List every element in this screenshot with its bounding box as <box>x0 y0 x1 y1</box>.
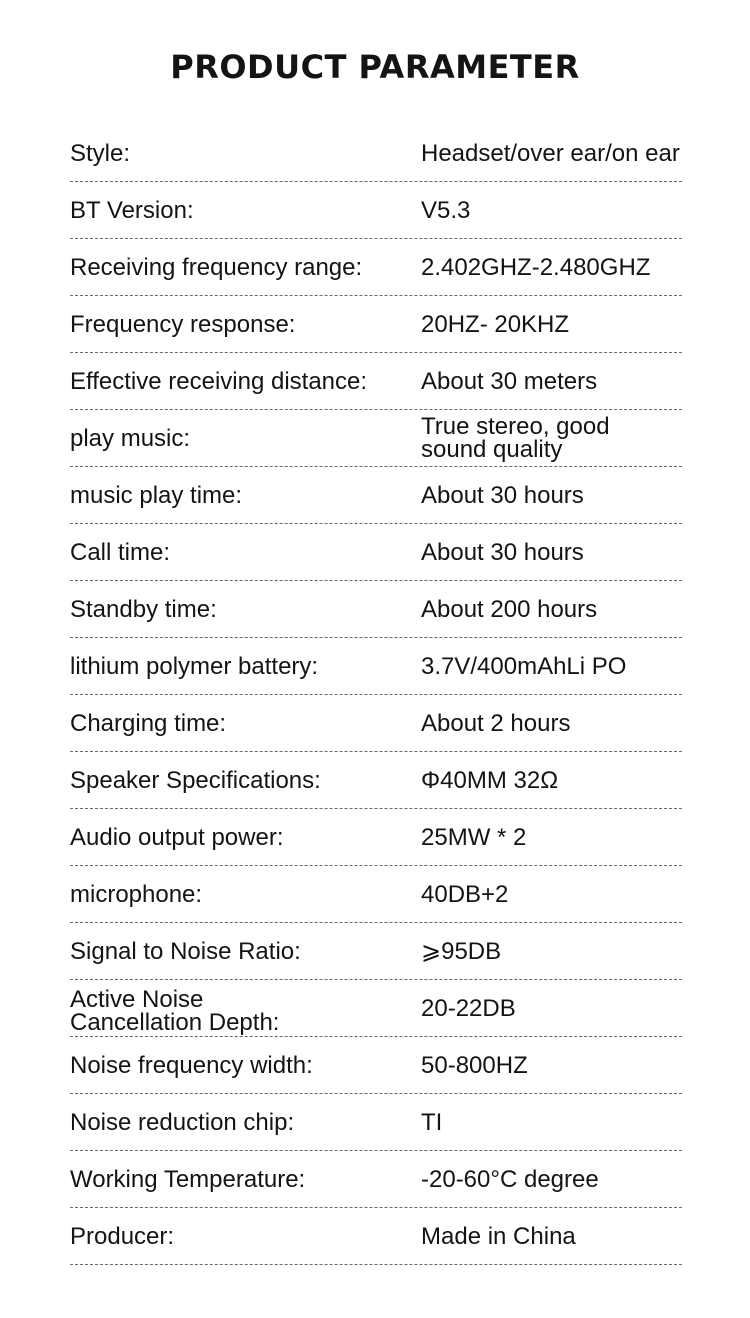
param-label-bt-version: BT Version: <box>70 196 194 224</box>
table-row <box>70 182 682 239</box>
param-label-receiving-distance: Effective receiving distance: <box>70 367 368 395</box>
param-value-music-play-time: About 30 hours <box>421 481 584 509</box>
param-label-producer: Producer: <box>70 1222 175 1250</box>
param-value-anc-depth: 20-22DB <box>421 994 516 1022</box>
param-label-noise-reduction-chip: Noise reduction chip: <box>70 1108 295 1136</box>
table-row <box>70 296 682 353</box>
table-row <box>70 524 682 581</box>
table-row <box>70 1037 682 1094</box>
table-row <box>70 1208 682 1265</box>
param-label-microphone: microphone: <box>70 880 203 908</box>
table-row <box>70 1151 682 1208</box>
table-row <box>70 353 682 410</box>
param-label-audio-output-power: Audio output power: <box>70 823 284 851</box>
param-label-snr: Signal to Noise Ratio: <box>70 937 301 965</box>
param-label-anc-depth: Active Noise Cancellation Depth: <box>70 986 280 1036</box>
table-row <box>70 581 682 638</box>
parameter-table <box>70 125 682 1265</box>
param-value-standby-time: About 200 hours <box>421 595 598 623</box>
table-row <box>70 695 682 752</box>
param-label-speaker-specs: Speaker Specifications: <box>70 766 321 794</box>
table-row <box>70 1094 682 1151</box>
param-value-speaker-specs: Φ40MM 32Ω <box>421 766 559 794</box>
param-label-frequency-response: Frequency response: <box>70 310 296 338</box>
param-value-producer: Made in China <box>421 1222 576 1250</box>
table-row <box>70 467 682 524</box>
param-value-snr: ⩾95DB <box>421 937 502 965</box>
param-label-noise-frequency-width: Noise frequency width: <box>70 1051 313 1079</box>
param-value-microphone: 40DB+2 <box>421 880 509 908</box>
param-label-receiving-frequency: Receiving frequency range: <box>70 253 363 281</box>
table-row <box>70 809 682 866</box>
param-value-charging-time: About 2 hours <box>421 709 571 737</box>
param-value-receiving-frequency: 2.402GHZ-2.480GHZ <box>421 253 651 281</box>
param-value-bt-version: V5.3 <box>421 196 471 224</box>
param-label-standby-time: Standby time: <box>70 595 217 623</box>
param-label-play-music: play music: <box>70 424 191 452</box>
param-value-battery: 3.7V/400mAhLi PO <box>421 652 627 680</box>
table-row <box>70 980 682 1037</box>
param-label-working-temperature: Working Temperature: <box>70 1165 306 1193</box>
param-label-music-play-time: music play time: <box>70 481 243 509</box>
param-value-audio-output-power: 25MW * 2 <box>421 823 527 851</box>
table-row <box>70 410 682 467</box>
table-row <box>70 638 682 695</box>
param-label-battery: lithium polymer battery: <box>70 652 319 680</box>
param-value-receiving-distance: About 30 meters <box>421 367 598 395</box>
param-value-play-music: True stereo, good sound quality <box>421 413 610 463</box>
param-value-noise-frequency-width: 50-800HZ <box>421 1051 528 1079</box>
param-value-working-temperature: -20-60°C degree <box>421 1165 599 1193</box>
param-value-style: Headset/over ear/on ear <box>421 139 680 167</box>
table-row <box>70 923 682 980</box>
param-value-call-time: About 30 hours <box>421 538 584 566</box>
param-label-charging-time: Charging time: <box>70 709 227 737</box>
page-title: PRODUCT PARAMETER <box>170 48 580 86</box>
table-row <box>70 239 682 296</box>
table-row <box>70 866 682 923</box>
param-value-noise-reduction-chip: TI <box>421 1108 443 1136</box>
param-label-call-time: Call time: <box>70 538 171 566</box>
table-row <box>70 752 682 809</box>
param-value-frequency-response: 20HZ- 20KHZ <box>421 310 570 338</box>
param-label-style: Style: <box>70 139 131 167</box>
table-row <box>70 125 682 182</box>
